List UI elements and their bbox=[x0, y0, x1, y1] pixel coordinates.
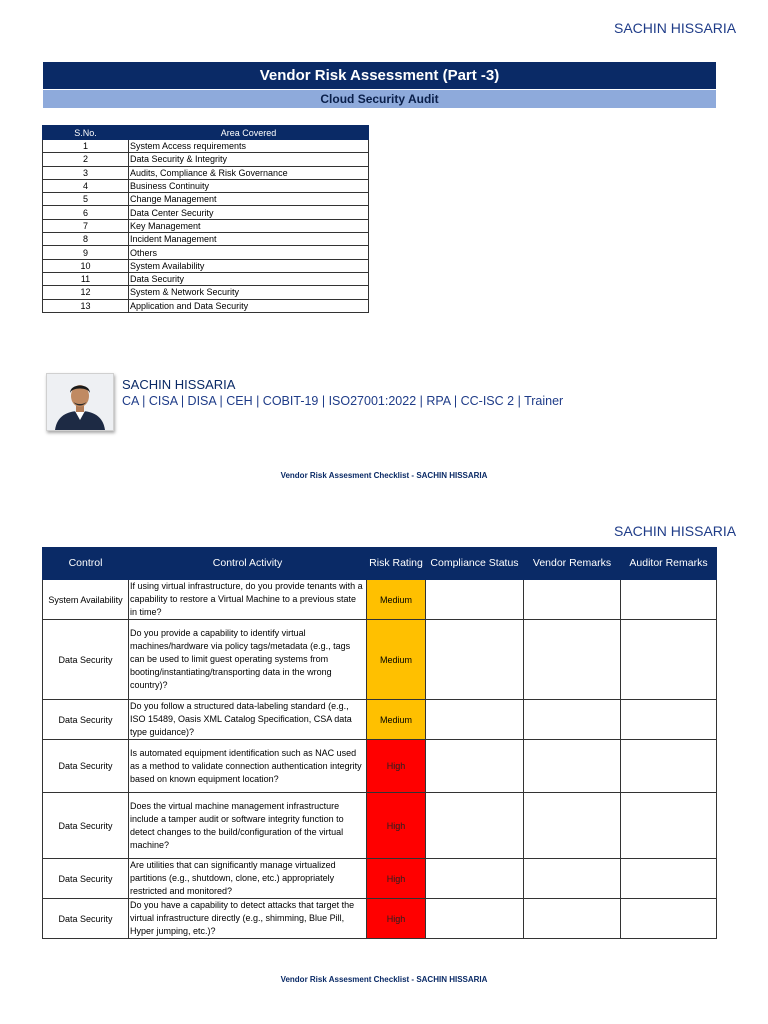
area-cell: Business Continuity bbox=[129, 179, 369, 192]
sno-cell: 13 bbox=[43, 299, 129, 312]
auditor-remarks-cell[interactable] bbox=[621, 620, 717, 700]
header-author-2: SACHIN HISSARIA bbox=[614, 523, 737, 539]
vendor-remarks-cell[interactable] bbox=[524, 793, 621, 859]
auditor-remarks-cell[interactable] bbox=[621, 580, 717, 620]
area-cell: Data Center Security bbox=[129, 206, 369, 219]
area-cell: Data Security & Integrity bbox=[129, 153, 369, 166]
areas-header-row bbox=[43, 126, 369, 140]
page-title: Vendor Risk Assessment (Part -3) bbox=[43, 62, 716, 89]
sno-cell: 11 bbox=[43, 272, 129, 285]
areas-covered-table bbox=[42, 125, 369, 313]
column-header-sno: S.No. bbox=[43, 126, 129, 140]
sno-cell: 5 bbox=[43, 193, 129, 206]
control-cell: Data Security bbox=[43, 620, 129, 700]
area-cell: Audits, Compliance & Risk Governance bbox=[129, 166, 369, 179]
table-row bbox=[43, 179, 369, 192]
control-activity-cell: Do you have a capability to detect attacks that target the virtual infrastructure directly (e.g., shimming, Blue Pill, Hyper jumping, etc.)? bbox=[129, 899, 367, 939]
auditor-remarks-cell[interactable] bbox=[621, 899, 717, 939]
risk-rating-cell: High bbox=[367, 859, 426, 899]
risk-rating-cell: High bbox=[367, 793, 426, 859]
area-cell: Change Management bbox=[129, 193, 369, 206]
vendor-remarks-cell[interactable] bbox=[524, 740, 621, 793]
checklist-table bbox=[42, 547, 717, 939]
column-header-auditor-remarks: Auditor Remarks bbox=[621, 548, 717, 580]
table-row bbox=[43, 272, 369, 285]
table-row bbox=[43, 580, 717, 620]
checklist-header-row bbox=[43, 548, 717, 580]
auditor-remarks-cell[interactable] bbox=[621, 700, 717, 740]
sno-cell: 7 bbox=[43, 219, 129, 232]
sno-cell: 3 bbox=[43, 166, 129, 179]
table-row bbox=[43, 700, 717, 740]
compliance-status-cell[interactable] bbox=[426, 580, 524, 620]
vendor-remarks-cell[interactable] bbox=[524, 620, 621, 700]
compliance-status-cell[interactable] bbox=[426, 700, 524, 740]
table-row bbox=[43, 193, 369, 206]
sno-cell: 8 bbox=[43, 233, 129, 246]
table-row bbox=[43, 620, 717, 700]
risk-rating-cell: High bbox=[367, 740, 426, 793]
sno-cell: 6 bbox=[43, 206, 129, 219]
sno-cell: 2 bbox=[43, 153, 129, 166]
risk-rating-cell: Medium bbox=[367, 620, 426, 700]
area-cell: System Access requirements bbox=[129, 140, 369, 153]
control-cell: Data Security bbox=[43, 859, 129, 899]
column-header-vendor-remarks: Vendor Remarks bbox=[524, 548, 621, 580]
profile-name: SACHIN HISSARIA bbox=[122, 377, 236, 392]
control-cell: System Availability bbox=[43, 580, 129, 620]
control-cell: Data Security bbox=[43, 740, 129, 793]
compliance-status-cell[interactable] bbox=[426, 899, 524, 939]
table-row bbox=[43, 740, 717, 793]
area-cell: Incident Management bbox=[129, 233, 369, 246]
control-activity-cell: Is automated equipment identification such as NAC used as a method to validate connection authentication integrity based on known equipment location? bbox=[129, 740, 367, 793]
page-footer-2: Vendor Risk Assesment Checklist - SACHIN HISSARIA bbox=[280, 975, 488, 984]
control-cell: Data Security bbox=[43, 793, 129, 859]
column-header-control: Control bbox=[43, 548, 129, 580]
control-cell: Data Security bbox=[43, 700, 129, 740]
control-activity-cell: Do you provide a capability to identify virtual machines/hardware via policy tags/metadata (e.g., tags can be used to limit guest operating systems from booting/instantiating/transporting data in the wrong country)? bbox=[129, 620, 367, 700]
table-row bbox=[43, 219, 369, 232]
table-row bbox=[43, 859, 717, 899]
header-author: SACHIN HISSARIA bbox=[614, 20, 737, 36]
vendor-remarks-cell[interactable] bbox=[524, 700, 621, 740]
risk-rating-cell: High bbox=[367, 899, 426, 939]
area-cell: Data Security bbox=[129, 272, 369, 285]
area-cell: Key Management bbox=[129, 219, 369, 232]
sno-cell: 10 bbox=[43, 259, 129, 272]
risk-rating-cell: Medium bbox=[367, 700, 426, 740]
table-row bbox=[43, 246, 369, 259]
vendor-remarks-cell[interactable] bbox=[524, 899, 621, 939]
profile-photo bbox=[46, 373, 114, 431]
sno-cell: 9 bbox=[43, 246, 129, 259]
page-subtitle: Cloud Security Audit bbox=[43, 90, 716, 108]
table-row bbox=[43, 286, 369, 299]
sno-cell: 4 bbox=[43, 179, 129, 192]
table-row bbox=[43, 793, 717, 859]
compliance-status-cell[interactable] bbox=[426, 620, 524, 700]
column-header-control-activity: Control Activity bbox=[129, 548, 367, 580]
compliance-status-cell[interactable] bbox=[426, 740, 524, 793]
sno-cell: 12 bbox=[43, 286, 129, 299]
column-header-compliance-status: Compliance Status bbox=[426, 548, 524, 580]
control-activity-cell: Does the virtual machine management infrastructure include a tamper audit or software integrity function to detect changes to the build/configuration of the virtual machine? bbox=[129, 793, 367, 859]
vendor-remarks-cell[interactable] bbox=[524, 580, 621, 620]
page-footer: Vendor Risk Assesment Checklist - SACHIN HISSARIA bbox=[280, 471, 488, 480]
column-header-risk-rating: Risk Rating bbox=[367, 548, 426, 580]
profile-credentials: CA | CISA | DISA | CEH | COBIT-19 | ISO27001:2022 | RPA | CC-ISC 2 | Trainer bbox=[122, 394, 564, 408]
compliance-status-cell[interactable] bbox=[426, 859, 524, 899]
table-row bbox=[43, 140, 369, 153]
control-activity-cell: Do you follow a structured data-labeling standard (e.g., ISO 15489, Oasis XML Catalog Specification, CSA data type guidance)? bbox=[129, 700, 367, 740]
table-row bbox=[43, 166, 369, 179]
auditor-remarks-cell[interactable] bbox=[621, 859, 717, 899]
sno-cell: 1 bbox=[43, 140, 129, 153]
table-row bbox=[43, 899, 717, 939]
area-cell: Application and Data Security bbox=[129, 299, 369, 312]
table-row bbox=[43, 299, 369, 312]
table-row bbox=[43, 259, 369, 272]
auditor-remarks-cell[interactable] bbox=[621, 740, 717, 793]
table-row bbox=[43, 206, 369, 219]
control-activity-cell: Are utilities that can significantly manage virtualized partitions (e.g., shutdown, clone, etc.) appropriately restricted and monitored? bbox=[129, 859, 367, 899]
table-row bbox=[43, 233, 369, 246]
area-cell: System Availability bbox=[129, 259, 369, 272]
control-activity-cell: If using virtual infrastructure, do you provide tenants with a capability to restore a Virtual Machine to a previous state in time? bbox=[129, 580, 367, 620]
table-row bbox=[43, 153, 369, 166]
area-cell: System & Network Security bbox=[129, 286, 369, 299]
control-cell: Data Security bbox=[43, 899, 129, 939]
area-cell: Others bbox=[129, 246, 369, 259]
column-header-area: Area Covered bbox=[129, 126, 369, 140]
auditor-remarks-cell[interactable] bbox=[621, 793, 717, 859]
compliance-status-cell[interactable] bbox=[426, 793, 524, 859]
vendor-remarks-cell[interactable] bbox=[524, 859, 621, 899]
risk-rating-cell: Medium bbox=[367, 580, 426, 620]
